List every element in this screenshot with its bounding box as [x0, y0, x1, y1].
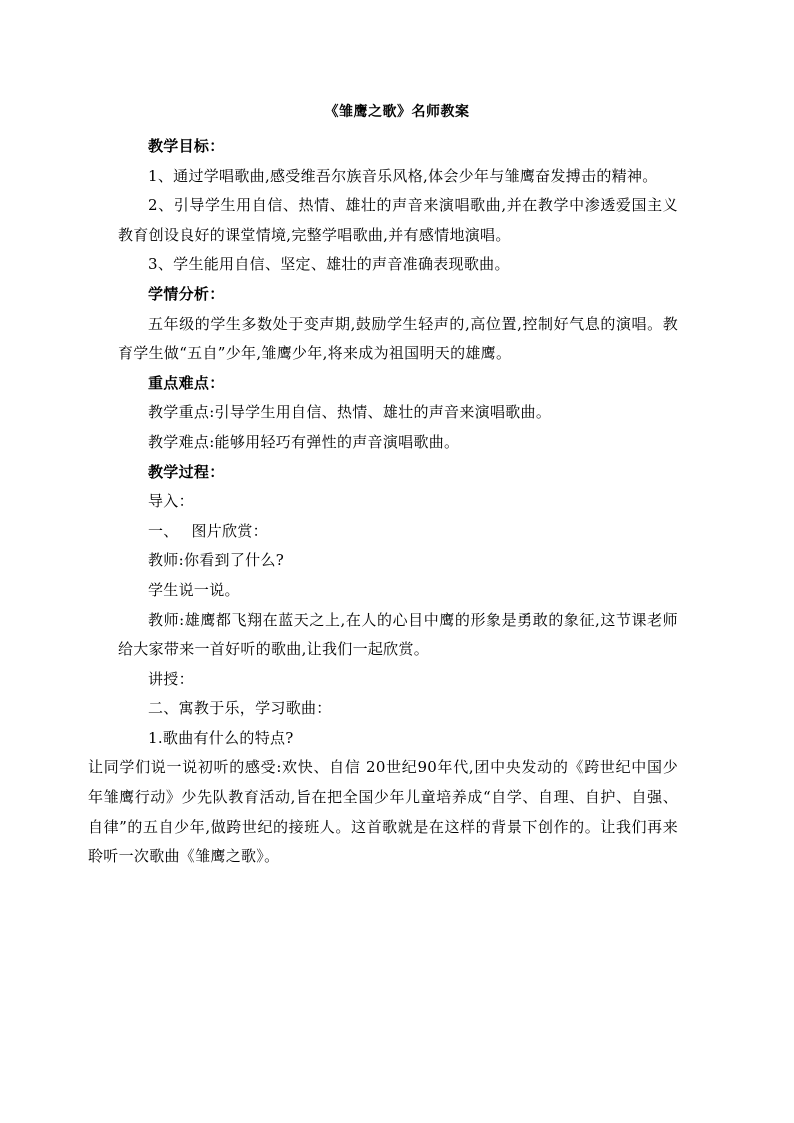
paragraph-difficulty: 教学难点:能够用轻巧有弹性的声音演唱歌曲。 [148, 432, 460, 451]
document-title: 《雏鹰之歌》名师教案 [324, 104, 470, 120]
paragraph-teacher-question: 教师:你看到了什么? [148, 551, 285, 570]
heading-key-difficulties: 重点难点： [148, 373, 225, 392]
paragraph-goal-2: 2、引导学生用自信、热情、雄壮的声音来演唱歌曲,并在教学中渗透爱国主义教育创设良好的课堂情境,完整学唱歌曲,并有感情地演唱。 [118, 196, 678, 244]
paragraph-lecture: 讲授： [148, 669, 194, 688]
document-body [88, 132, 678, 872]
paragraph-learn-song: 二、寓教于乐，学习歌曲： [148, 699, 332, 718]
paragraph-picture-appreciation: 一、 图片欣赏： [148, 521, 268, 540]
paragraph-background: 让同学们说一说初听的感受:欢快、自信 20世纪90年代,团中央发动的《跨世纪中国少年雏鹰行动》少先队教育活动,旨在把全国少年儿童培养成“自学、自理、自护、自强、自律”的五自少年,做跨世纪的接班人。这首歌就是在这样的背景下创作的。让我们再来聆听一次歌曲《雏鹰之歌》。 [88, 758, 678, 866]
paragraph-student-answer: 学生说一说。 [148, 580, 240, 599]
paragraph-key-point: 教学重点:引导学生用自信、热情、雄壮的声音来演唱歌曲。 [148, 403, 552, 422]
paragraph-teacher-eagle: 教师:雄鹰都飞翔在蓝天之上,在人的心目中鹰的形象是勇敢的象征,这节课老师给大家带来一首好听的歌曲,让我们一起欣赏。 [118, 610, 678, 659]
heading-student-analysis: 学情分析： [148, 284, 225, 303]
paragraph-song-features: 1.歌曲有什么的特点? [148, 728, 294, 747]
paragraph-introduction: 导入： [148, 492, 194, 511]
paragraph-student-analysis: 五年级的学生多数处于变声期,鼓励学生轻声的,高位置,控制好气息的演唱。教育学生做“五自”少年,雏鹰少年,将来成为祖国明天的雄鹰。 [118, 314, 678, 363]
heading-teaching-goals: 教学目标： [148, 137, 225, 155]
heading-teaching-process: 教学过程： [148, 462, 225, 481]
paragraph-goal-1: 1、通过学唱歌曲,感受维吾尔族音乐风格,体会少年与雏鹰奋发搏击的精神。 [148, 166, 658, 185]
paragraph-goal-3: 3、学生能用自信、坚定、雄壮的声音准确表现歌曲。 [148, 255, 510, 274]
